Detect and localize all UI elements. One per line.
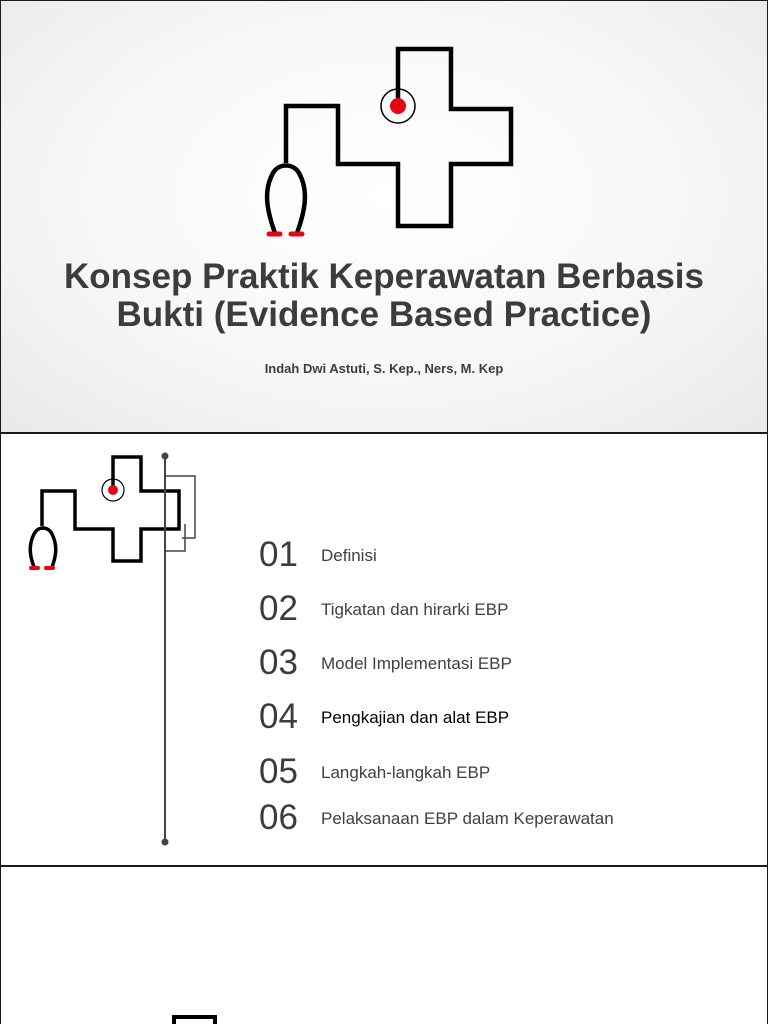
agenda-item-5 [259, 752, 739, 792]
title-line-1: Konsep Praktik Keperawatan Berbasis [64, 257, 704, 296]
agenda-number: 02 [259, 589, 298, 628]
agenda-number: 04 [259, 697, 298, 736]
agenda-number: 06 [259, 798, 298, 837]
medical-cross-stethoscope-icon [251, 41, 521, 241]
medical-cross-icon [161, 1007, 241, 1024]
agenda-label: Tigkatan dan hirarki EBP [321, 600, 509, 619]
agenda-label: Pengkajian dan alat EBP [321, 708, 510, 727]
title-line-2: Bukti (Evidence Based Practice) [116, 295, 652, 334]
agenda-item-3 [259, 643, 739, 683]
medical-cross-stethoscope-icon [21, 446, 211, 856]
agenda-number: 05 [259, 752, 298, 791]
agenda-slide [0, 433, 768, 866]
agenda-number: 01 [259, 535, 298, 574]
author-name: Indah Dwi Astuti, S. Kep., Ners, M. Kep [264, 361, 504, 376]
agenda-label: Langkah-langkah EBP [321, 763, 491, 782]
agenda-label: Model Implementasi EBP [321, 654, 512, 673]
title-slide [0, 0, 768, 433]
agenda-item-2 [259, 589, 739, 629]
agenda-label: Pelaksanaan EBP dalam Keperawatan [321, 809, 614, 828]
agenda-item-1 [259, 535, 739, 575]
agenda-label: Definisi [321, 546, 377, 565]
agenda-number: 03 [259, 643, 298, 682]
partial-slide [0, 866, 768, 1024]
agenda-item-6 [259, 798, 739, 838]
presentation-title [1, 258, 767, 334]
agenda-item-4 [259, 697, 739, 737]
